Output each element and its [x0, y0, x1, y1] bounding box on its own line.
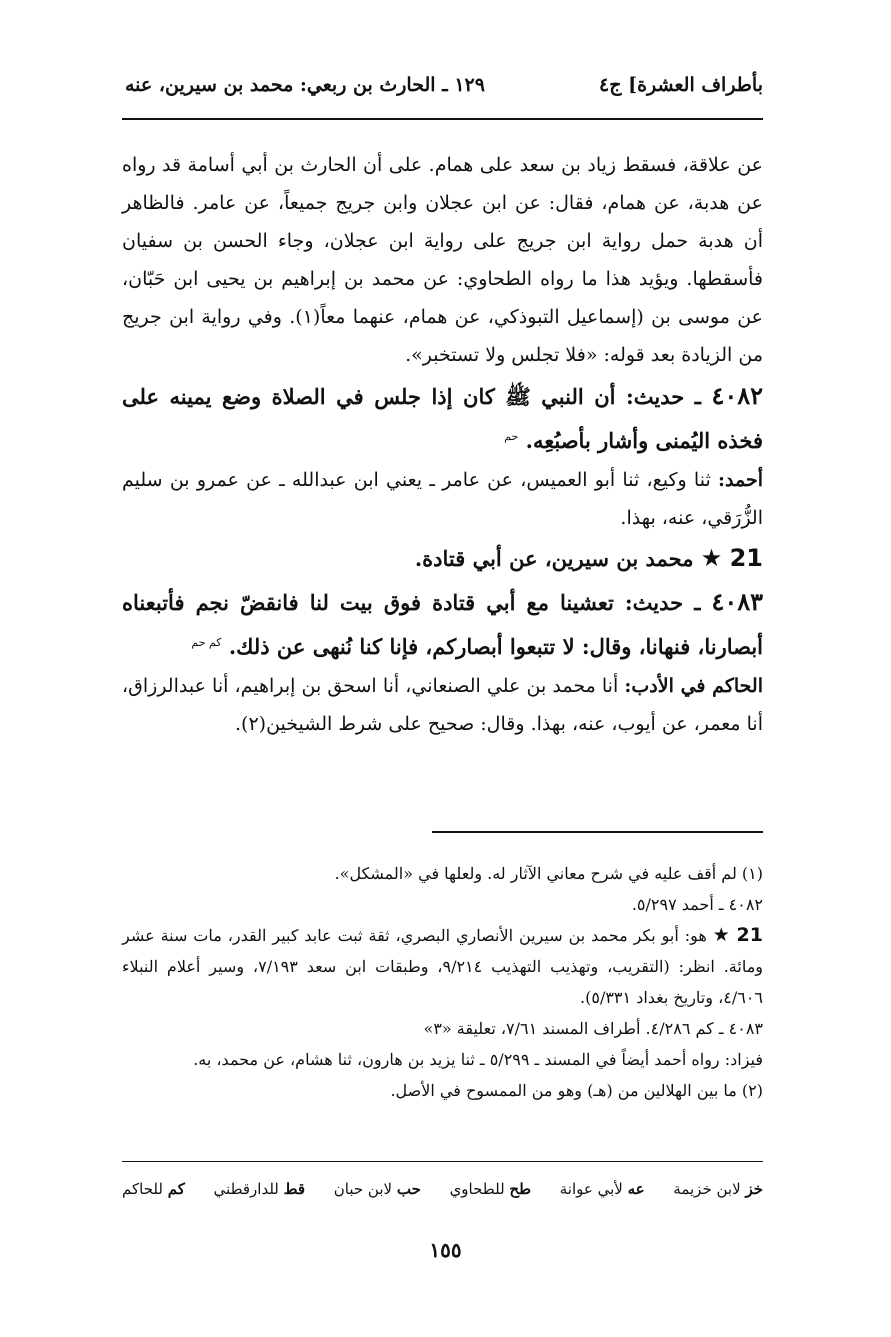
- header-rule: [122, 118, 763, 120]
- legend-item: حب لابن حبان: [333, 1180, 421, 1198]
- star-icon: ★: [700, 544, 723, 572]
- footnote-narrator-text: هو: أبو بكر محمد بن سيرين الأنصاري البصري، ثقة ثبت عابد كبير القدر، مات سنة عشر ومائة. انظر: (التقريب، وتهذيب التهذيب ٩/٢١٤، وطبقات ابن سعد ٧/١٩٣، وسير أعلام النبلاء ٤/٦٠٦، وتاريخ بغداد ٥/٣٣١).: [122, 926, 764, 1007]
- legend-item: قط للدارقطني: [213, 1180, 306, 1198]
- narrator-title: محمد بن سيرين، عن أبي قتادة.: [414, 546, 694, 571]
- page-number: ١٥٥: [429, 1238, 462, 1262]
- footnote-narrator: [122, 920, 763, 1013]
- isnad-text: ثنا وكيع، ثنا أبو العميس، عن عامر ـ يعني ابن عبدالله ـ عن عمرو بن سليم الزُّرَقي، عنه، بهذا.: [122, 469, 763, 529]
- legend-item: خز لابن خزيمة: [673, 1180, 763, 1198]
- legend-rule: [122, 1161, 763, 1162]
- isnad-ahmad: [122, 461, 763, 537]
- hadith-4083: [122, 582, 763, 667]
- header-volume-title: بأطراف العشرة] ج٤: [599, 74, 763, 96]
- footnote-narrator-number: 21: [736, 924, 763, 946]
- narrator-number: 21: [729, 544, 763, 572]
- running-header: [125, 74, 763, 114]
- header-chapter-title: ١٢٩ ـ الحارث بن ربعي: محمد بن سيرين، عنه: [125, 74, 485, 96]
- hadith-number: ٤٠٨٣: [711, 587, 763, 616]
- narrator-heading: [122, 537, 763, 580]
- legend-item: عه لأبي عوانة: [559, 1180, 645, 1198]
- hadith-text: ـ حديث: تعشينا مع أبي قتادة فوق بيت لنا فانقضّ نجم فأتبعناه أبصارنا، فنهانا، وقال: لا تتبعوا أبصاركم، فإنا كنا نُنهى عن ذلك.: [122, 590, 763, 659]
- hadith-text: ـ حديث: أن النبي ﷺ كان إذا جلس في الصلاة وضع يمينه على فخذه اليُمنى وأشار بأصبُعِه.: [122, 384, 763, 453]
- main-text: [122, 146, 763, 743]
- abbreviation-legend: [122, 1180, 763, 1198]
- footnote-separator: [432, 831, 763, 833]
- isnad-hakim: [122, 667, 763, 743]
- hadith-source-code: كم حم: [191, 636, 222, 649]
- legend-item: كم للحاكم: [122, 1180, 185, 1198]
- isnad-text: أنا محمد بن علي الصنعاني، أنا اسحق بن إبراهيم، أنا عبدالرزاق، أنا معمر، عن أيوب، عنه، بهذا. وقال: صحيح على شرط الشيخين(٢).: [122, 675, 763, 735]
- footnote-1: (١) لم أقف عليه في شرح معاني الآثار له. ولعلها في «المشكل».: [334, 864, 763, 883]
- hadith-number: ٤٠٨٢: [711, 381, 763, 410]
- legend-item: طح للطحاوي: [449, 1180, 532, 1198]
- footnote-4082: ٤٠٨٢ ـ أحمد ٥/٢٩٧.: [631, 895, 763, 914]
- footnote-4083-addition: فيزاد: رواه أحمد أيضاً في المسند ـ ٥/٢٩٩ ـ ثنا يزيد بن هارون، ثنا هشام، عن محمد، به.: [193, 1050, 763, 1069]
- source-name: أحمد:: [717, 469, 763, 491]
- hadith-source-code: حم: [504, 430, 519, 443]
- source-name: الحاكم في الأدب:: [624, 675, 763, 697]
- footnotes: [122, 858, 763, 1106]
- paragraph-intro: عن علاقة، فسقط زياد بن سعد على همام. على أن الحارث بن أبي أسامة قد رواه عن هدبة، عن همام، فقال: عن ابن عجلان وابن جريج جميعاً، عن عامر. فالظاهر أن هدبة حمل رواية ابن جريج على رواية ابن عجلان، وجاء الحسن بن سفيان فأسقطها. ويؤيد هذا ما رواه الطحاوي: عن محمد بن إبراهيم بن يحيى ابن حَبّان، عن موسى بن (إسماعيل التبوذكي، عن همام، عنهما معاً(١). وفي رواية ابن جريج من الزيادة بعد قوله: «فلا تجلس ولا تستخبر».: [122, 154, 763, 366]
- star-icon: ★: [712, 924, 731, 946]
- footnote-2: (٢) ما بين الهلالين من (هـ) وهو من الممسوح في الأصل.: [390, 1081, 763, 1100]
- footnote-4083: ٤٠٨٣ ـ كم ٤/٢٨٦. أطراف المسند ٧/٦١، تعليقة «٣»: [423, 1019, 763, 1038]
- hadith-4082: [122, 376, 763, 461]
